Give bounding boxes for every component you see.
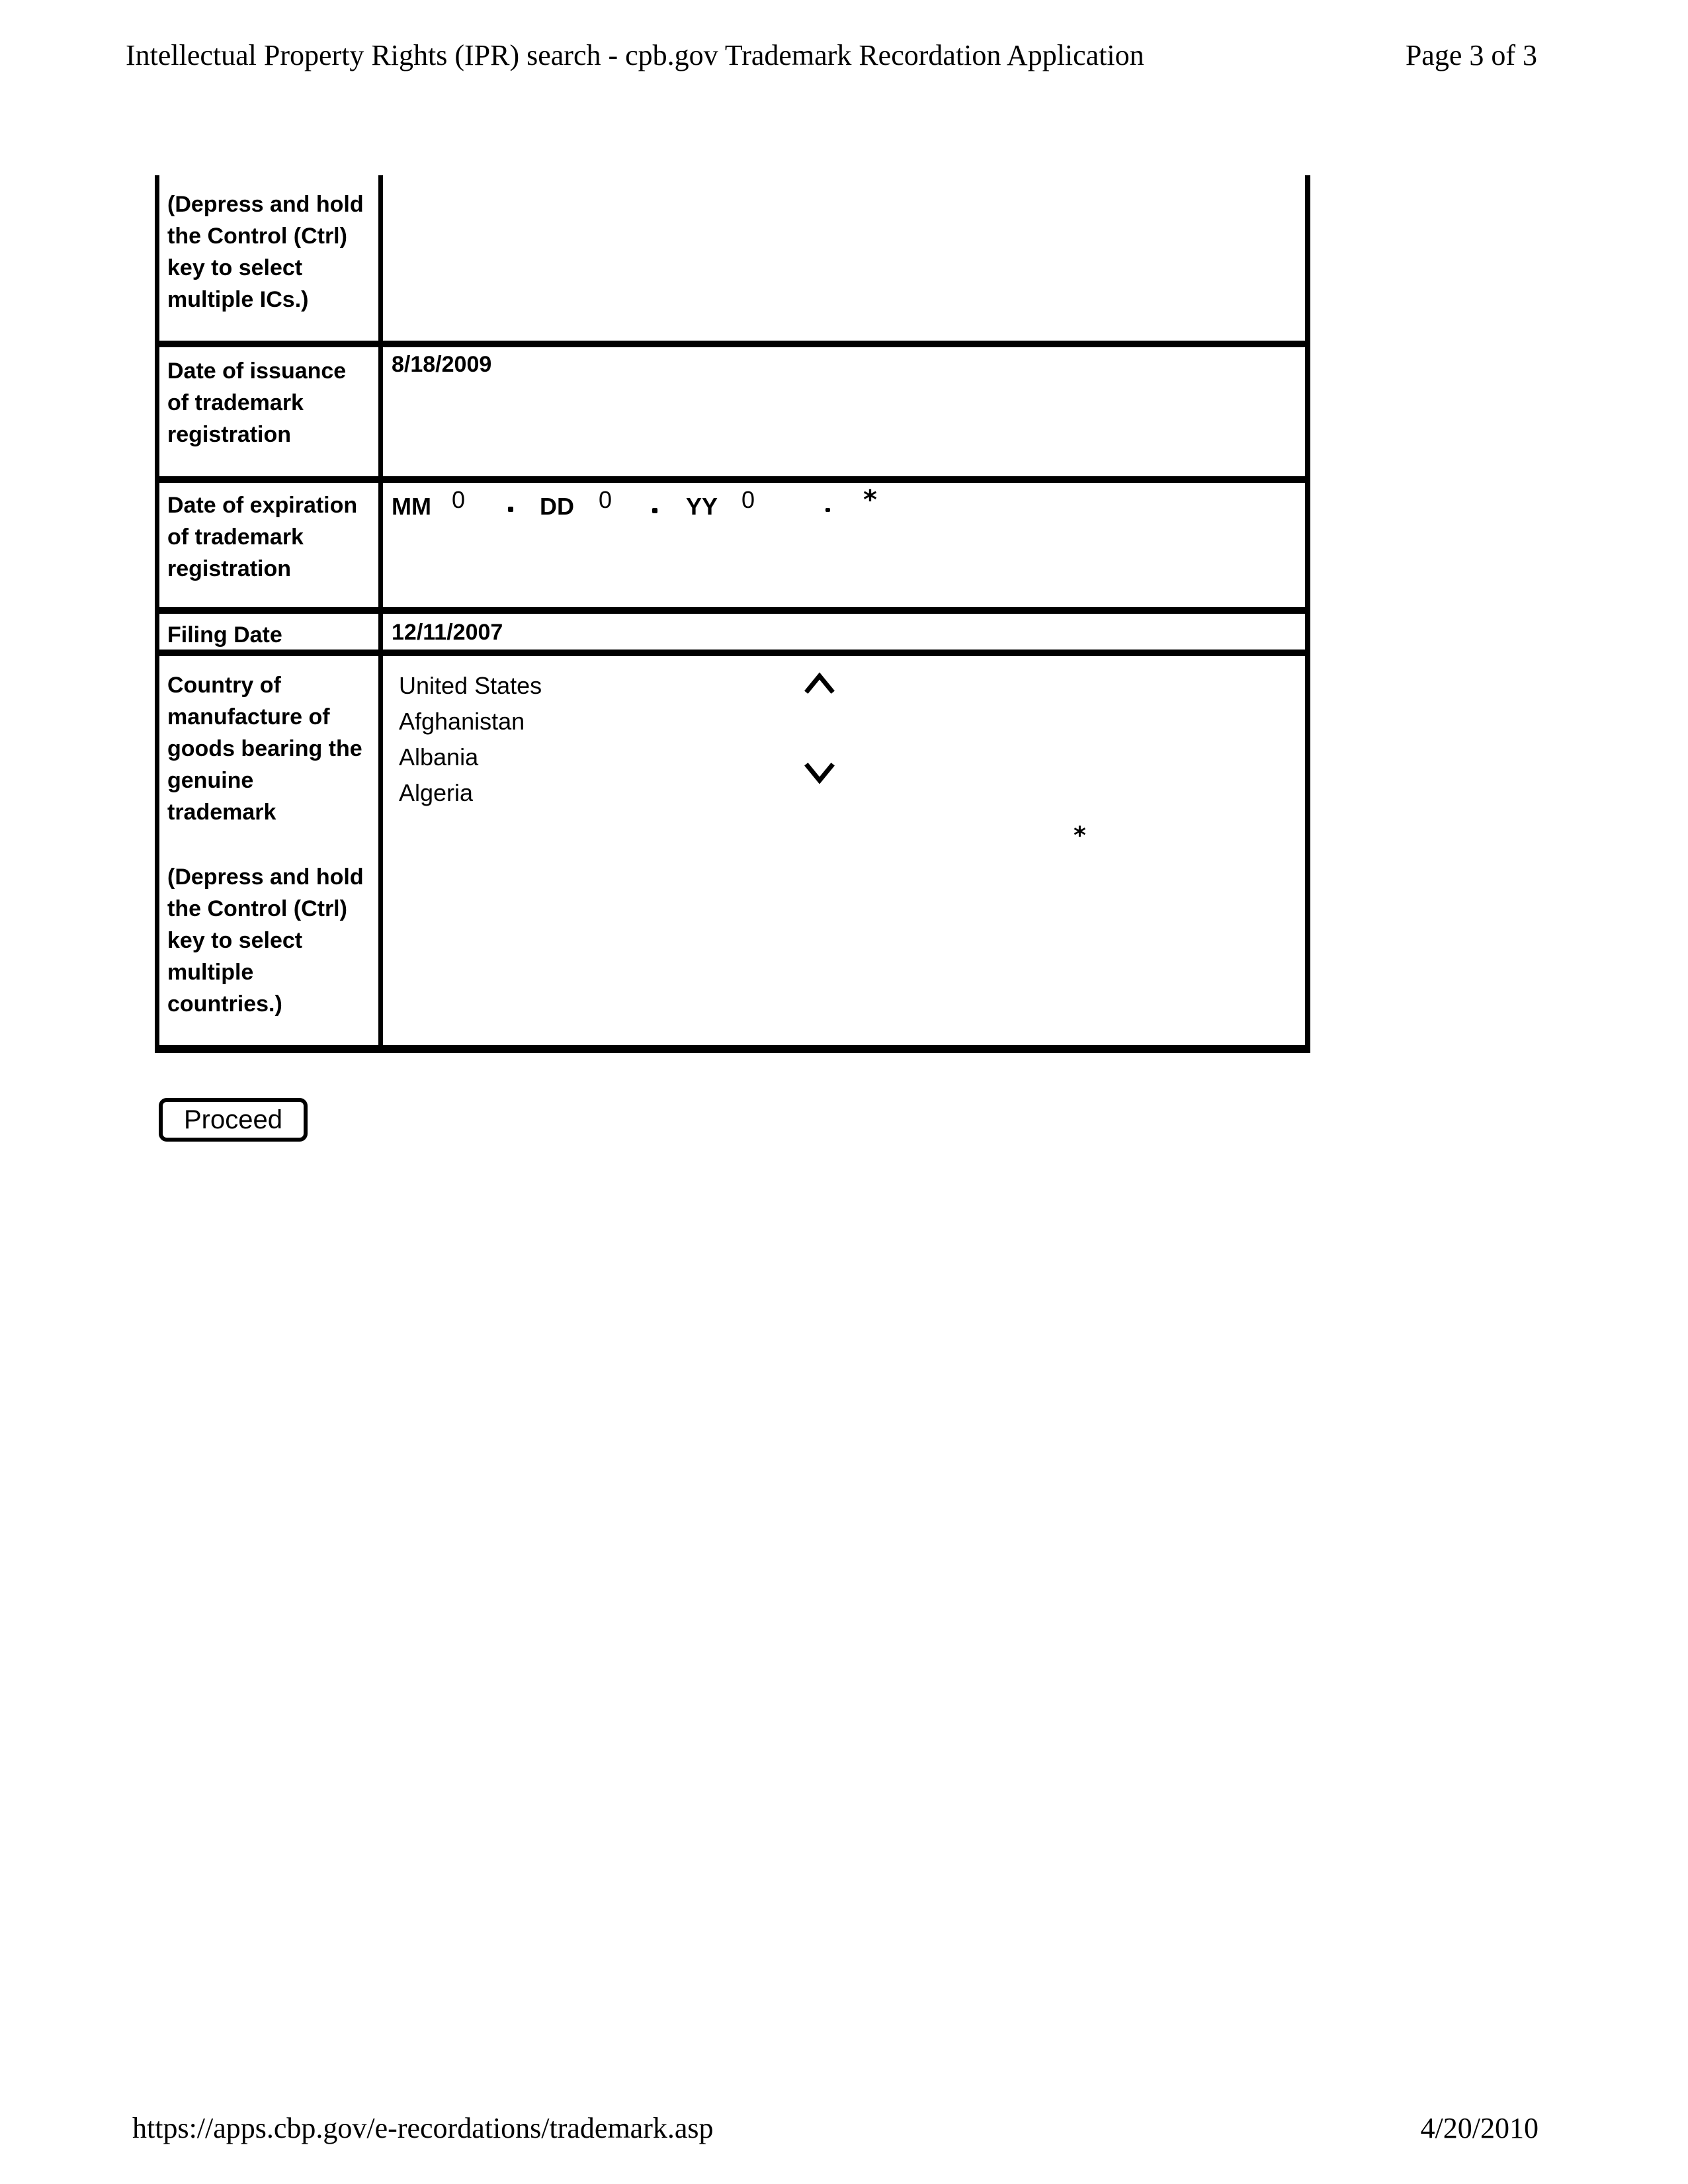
expiration-dd-label: DD xyxy=(540,493,574,520)
row-label-expiration-date: Date of expiration of trademark registration xyxy=(159,483,383,607)
table-row-issuance-date xyxy=(159,347,1305,483)
country-option[interactable]: Algeria xyxy=(399,779,474,806)
country-option[interactable]: United States xyxy=(399,672,542,699)
table-row-ic-note xyxy=(159,175,1305,347)
form-table xyxy=(155,175,1310,1053)
footer-date: 4/20/2010 xyxy=(1420,2112,1539,2144)
country-label-text: Country of manufacture of goods bearing the genuine trademark xyxy=(167,673,362,825)
filing-date-field[interactable]: 12/11/2007 xyxy=(392,620,503,645)
row-value-expiration-date xyxy=(383,483,1305,607)
country-option[interactable]: Albania xyxy=(399,743,479,771)
row-value-country xyxy=(383,656,1305,1045)
table-row-filing-date xyxy=(159,614,1305,656)
required-asterisk: * xyxy=(1074,822,1086,849)
expiration-mm-select[interactable]: 0 xyxy=(452,486,466,513)
country-note-text: (Depress and hold the Control (Ctrl) key to select multiple countries.) xyxy=(167,864,364,1017)
row-value-filing-date xyxy=(383,614,1305,650)
scroll-up-icon[interactable] xyxy=(804,671,835,696)
proceed-button[interactable]: Proceed xyxy=(159,1098,308,1142)
issuance-date-field[interactable]: 8/18/2009 xyxy=(392,352,492,377)
country-option[interactable]: Afghanistan xyxy=(399,708,525,735)
page-title: Intellectual Property Rights (IPR) search - cpb.gov Trademark Recordation Application xyxy=(126,39,1144,71)
row-label-ic-note: (Depress and hold the Control (Ctrl) key to select multiple ICs.) xyxy=(159,175,383,341)
expiration-mm-label: MM xyxy=(392,493,431,520)
row-label-country xyxy=(159,656,383,1045)
row-value-ic-note xyxy=(383,175,1305,341)
expiration-yy-label: YY xyxy=(686,493,718,520)
row-label-issuance-date: Date of issuance of trademark registration xyxy=(159,347,383,476)
scroll-down-icon[interactable] xyxy=(804,761,835,786)
table-row-expiration-date xyxy=(159,483,1305,614)
page-number: Page 3 of 3 xyxy=(1405,39,1537,71)
row-label-filing-date: Filing Date xyxy=(159,614,383,650)
print-artifact-dot xyxy=(825,508,830,512)
print-artifact-dot xyxy=(652,508,657,513)
row-value-issuance-date xyxy=(383,347,1305,476)
table-row-country xyxy=(159,656,1305,1045)
footer-url: https://apps.cbp.gov/e-recordations/trademark.asp xyxy=(132,2112,714,2144)
expiration-dd-select[interactable]: 0 xyxy=(599,486,612,513)
required-asterisk: * xyxy=(863,485,877,515)
country-listbox[interactable] xyxy=(399,668,542,811)
expiration-yy-select[interactable]: 0 xyxy=(741,486,755,513)
print-artifact-dot xyxy=(508,507,513,512)
